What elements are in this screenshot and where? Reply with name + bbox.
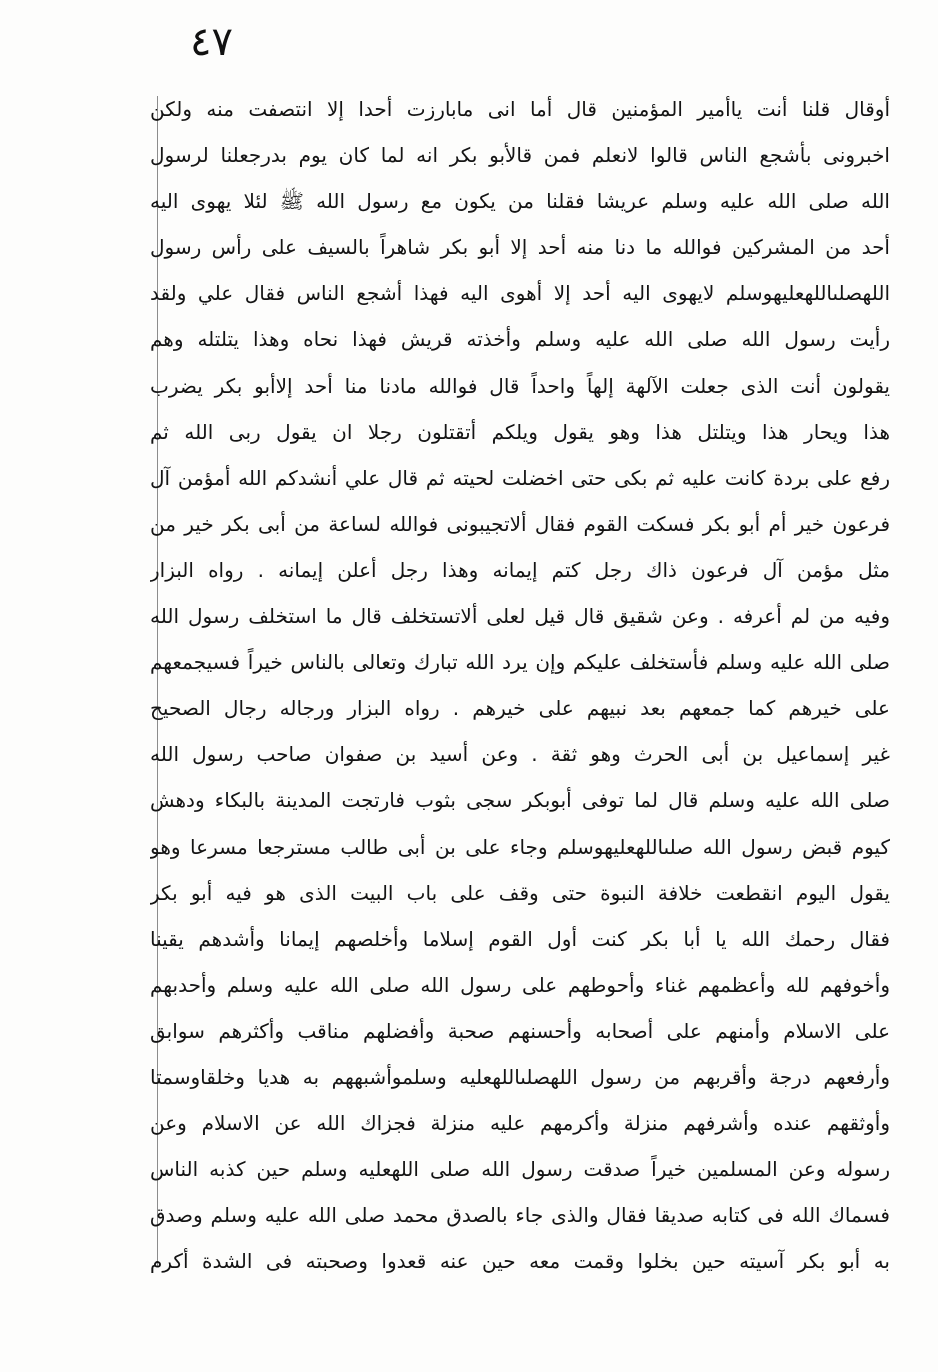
text-line: مثل مؤمن آل فرعون ذاك رجل كتم إيمانه وهذا رجل أعلن إيمانه . رواه البزار	[150, 557, 890, 582]
text-line: فرعون خير أم أبو بكر فسكت القوم فقال ألاتجيبونى فوالله لساعة من أبى بكر خير من	[150, 511, 890, 536]
text-line: اللهصلىاللهعليهوسلم لايهوى اليه أحد إلا أهوى اليه فهذا أشجع الناس فقال علي ولقد	[150, 281, 890, 306]
text-line: أحد من المشركين فوالله ما دنا منه أحد إلا أبو بكر شاهراً بالسيف على رأس رسول	[150, 235, 890, 260]
text-line: وأخوفهم لله وأعظمهم غناء وأحوطهم على رسول الله صلى الله عليه وسلم وأحدبهم	[150, 972, 890, 997]
text-line: صلى الله عليه وسلم قال لما توفى أبوبكر سجى بثوب فارتجت المدينة بالبكاء ودهش	[150, 788, 890, 813]
text-line: أوقال قلنا أنت ياأمير المؤمنين قال أما انى مابارزت أحدا إلا انتصفت منه ولكن	[150, 97, 890, 121]
text-line: اخبرونى بأشجع الناس قالوا لانعلم فمن قالأبو بكر انه لما كان يوم بدرجعلنا لرسول	[150, 143, 890, 168]
text-line: فسماك الله فى كتابه صديقا فقال والذى جاء بالصدق محمد صلى الله عليه وسلم وصدق	[150, 1203, 890, 1228]
text-line: رفع على بردة كانت عليه ثم بكى حتى اخضلت لحيته ثم قال علي أنشدكم الله أمؤمن آل	[150, 465, 890, 490]
text-line: صلى الله عليه وسلم فأستخلف عليكم وإن يرد الله تبارك وتعالى بالناس خيراً فسيجمعهم	[150, 650, 890, 675]
text-line: غير إسماعيل بن أبى الحرث وهو ثقة . وعن أسيد بن صفوان صاحب رسول الله	[150, 742, 890, 767]
arabic-text-block	[150, 86, 890, 1284]
text-line: وفيه من لم أعرفه . وعن شقيق قال قيل لعلى ألاتستخلف قال ما استخلف رسول الله	[150, 604, 890, 629]
text-line: كيوم قبض رسول الله صلىاللهعليهوسلم وجاء على بن أبى طالب مسترجعا مسرعا وهو	[150, 834, 890, 859]
text-line: به أبو بكر آسيته حين بخلوا وقمت معه حين عنه قعدوا وصحبته فى الشدة أكرم	[150, 1249, 890, 1274]
text-line: رسوله وعن المسلمين خيراً صدقت رسول الله صلى اللهعليه وسلم حين كذبه الناس	[150, 1157, 890, 1182]
text-line: على الاسلام وأمنهم على أصحابه وأحسنهم صحبة وأفضلهم مناقب وأكثرهم سوابق	[150, 1018, 890, 1043]
text-line: يقول اليوم انقطعت خلافة النبوة حتى وقف على باب البيت الذى هو فيه أبو بكر	[150, 880, 890, 905]
text-line: رأيت رسول الله صلى الله عليه وسلم وأخذته قريش فهذا نحاه وهذا يتلتله وهم	[150, 327, 890, 352]
text-line: وأوثقهم عنده وأشرفهم منزلة وأكرمهم عليه منزلة فجزاك الله عن الاسلام وعن	[150, 1111, 890, 1136]
text-line: على خيرهم كما جمعهم بعد نبيهم على خيرهم . رواه البزار ورجاله رجال الصحيح	[150, 696, 890, 721]
text-line: يقولون أنت الذى جعلت الآلهة إلهاً واحداً قال فوالله مادنا منا أحد إلاأبو بكر يضرب	[150, 373, 890, 398]
page-number: ٤٧	[190, 19, 233, 65]
text-line: هذا ويحار هذا ويتلتل هذا وهو يقول ويلكم أتقتلون رجلا ان يقول ربى الله ثم	[150, 419, 890, 444]
text-line: الله صلى الله عليه وسلم عريشا فقلنا من يكون مع رسول الله ﷺ لئلا يهوى اليه	[150, 189, 890, 214]
text-line: فقال رحمك الله يا أبا بكر كنت أول القوم إسلاما وأخلصهم إيمانا وأشدهم يقينا	[150, 926, 890, 951]
text-line: وأرفعهم درجة وأقربهم من رسول اللهصلىاللهعليه وسلموأشبههم به هديا وخلقاوسمتا	[150, 1064, 890, 1089]
